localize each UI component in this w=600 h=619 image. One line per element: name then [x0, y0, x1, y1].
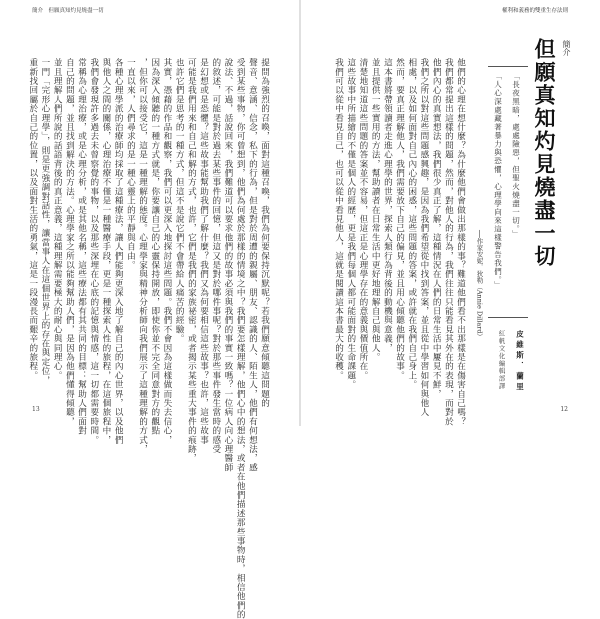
body-column: 提問為強烈的召喚，面對這種召喚，我們為何要保持沉默呢？若我們願意傾聽這問題的: [259, 58, 270, 408]
body-column: 也許它們是思考的一種方式，但這不是說它們不會帶給人痛苦的經驗。: [174, 58, 185, 344]
epigraph-attribution: ──作家安妮．狄勒（Annie Dillard）: [475, 230, 484, 340]
body-column: 一門「完形心理學」，則是更強調對話性，讓當事人在這個世界上的存在與定位，: [39, 58, 50, 385]
translator-credit: 紅帆文化編輯部譯: [497, 330, 506, 390]
body-column: 一直以來，人們尋求的是一種心靈上的平靜與自由。: [125, 58, 136, 270]
epigraph-line-2: 「人心深處藏著暴力與恐懼，心理學向來這樣警告我們。」: [493, 72, 503, 290]
body-column: 常稱為心理治療，或是心理分析，或是其他名稱，這些療法都有其共同的目標：幫助人們面對: [76, 58, 87, 436]
body-column: 各種心理學派的治療師均採取了這種療法，讓人們能夠更深入地了解自己的內心世界，以及他們: [113, 58, 124, 445]
page-number-left: 13: [32, 406, 40, 413]
body-column: 他們內心的真實想法，我們很少真正了解，這種情況在人們的日常生活中屢見不鮮，: [431, 58, 442, 399]
body-column: 這本書將帶領讀者走進心理學的世界，探索人類行為背後的動機與意義，: [382, 58, 393, 353]
body-column: 我們會發現許多過去未曾察覺的事物，以及那些深埋在心底的記憶與情感，這一切都需要時間。: [88, 58, 99, 445]
body-column: 的敘述，可能是對於過去某些事件的回憶，但這又是對於哪件事呢？對於那些事件發生當時的感受: [210, 58, 221, 454]
body-column: 受到某些事物，你可曾想到，他們為何處於那樣的情境之中？我們要怎樣理解，他們心中的想法，或者在他們描述那些事物時，相信他們的: [235, 58, 246, 619]
body-column: 與他人之間的關係，心理治療不僅是一種醫療手段，更是一種探索人性的旅程，在這個旅程中，: [100, 58, 111, 445]
body-column: 自己的問題，並且找到解決的方法。心理學家之所以能夠幫助人們，是因為他們懂得傾聽，: [64, 58, 75, 426]
running-header-right: 權利和義務的雙重生存法則: [501, 8, 568, 14]
running-header-left: 簡介 但願真知灼見燒盡一切: [32, 8, 104, 14]
body-column: 聲音、意涵、信念，私下的行為，但是對於周遭的親屬、朋友、認識的人、陌生人，他們有何想法，感: [247, 58, 258, 472]
chapter-label: 簡介: [562, 40, 571, 56]
body-column: 可能是我們用來和自己和解的方式，也許，它們是我們的家族祕密，或者揭示某些重大事件的痕跡，: [186, 58, 197, 463]
body-column: 並且理解人們所說的話語背後的真正意義，這種理解需要極大的耐心與同理心。: [52, 58, 63, 380]
body-column: 說法、不過，話說回來，我們難道可以要求他們的故事必須與我們的事實一致嗎？一位病人向心理醫師: [222, 58, 233, 472]
chapter-title: 但願真知灼見燒盡一切: [532, 38, 557, 268]
body-column: 我們可以從中看見自己，也可以從中看見他人，這就是閱讀這本書最大的收穫。: [333, 58, 344, 380]
body-column: 清楚地知道這些問題的答案並不容易，但這正是心理學存在的意義與價值所在。: [357, 58, 368, 380]
body-column: 這些故事中所描繪的不僅是個人的經歷，更是我們每個人都可能面對的生命課題。: [345, 58, 356, 390]
page-number-right: 12: [560, 406, 568, 413]
body-column: 然而，要真正理解他人，我們需要放下自己的偏見，並且用心傾聽他們的故事。: [394, 58, 405, 380]
body-column: 其實，憑藉的作品和觀察，我們可以更深入地探討這些問題。我們不會因為這樣做而失去信心，: [161, 58, 172, 445]
body-column: 因為深入傾聽的一種方式就是，你要讓自己的心靈保持開放，即使你並不完全同意對方的觀點: [149, 58, 160, 436]
body-column: 相處，以及如何面對自己內心的困惑，這些問題的答案，或許就在我們自己身上。: [406, 58, 417, 390]
right-page: [300, 0, 600, 426]
body-column: 重新找回屬於自己的位置，以及面對生活的勇氣，這是一段漫長而艱辛的旅程。: [27, 58, 38, 380]
body-column: 並且提供一些實用的方法，幫助讀者在日常生活中更好地理解自己與他人。: [370, 58, 381, 362]
body-column: 我們都常提出這樣的問題，然而，對他人的行為，我們往往只能看見其外在的表現，而對於: [443, 58, 454, 426]
body-column: ，但你可以接受它，這是一種理解的態度。心理學家與精神分析師向我們展示了這種理解的方式，: [137, 58, 148, 454]
author-name: 皮維斯．蘭里: [515, 330, 525, 393]
body-column: 是幻想或是恐懼？這些故事能幫助我們了解什麼？我們又為何要相信這些故事？也許，這些故事: [198, 58, 209, 445]
body-column: 我們之所以對這些問題感興趣，是因為我們希望從中找到答案，並且從中學習如何與他人: [418, 58, 429, 417]
epigraph-line-1: 「長夜黑暗，處處險惡，但聖火燒盡一切。」: [511, 72, 521, 239]
body-column: 他們的心理在想什麼？為什麼他們會做出那樣的事？難道他們看不出那樣是在傷害自己嗎？: [455, 58, 466, 426]
